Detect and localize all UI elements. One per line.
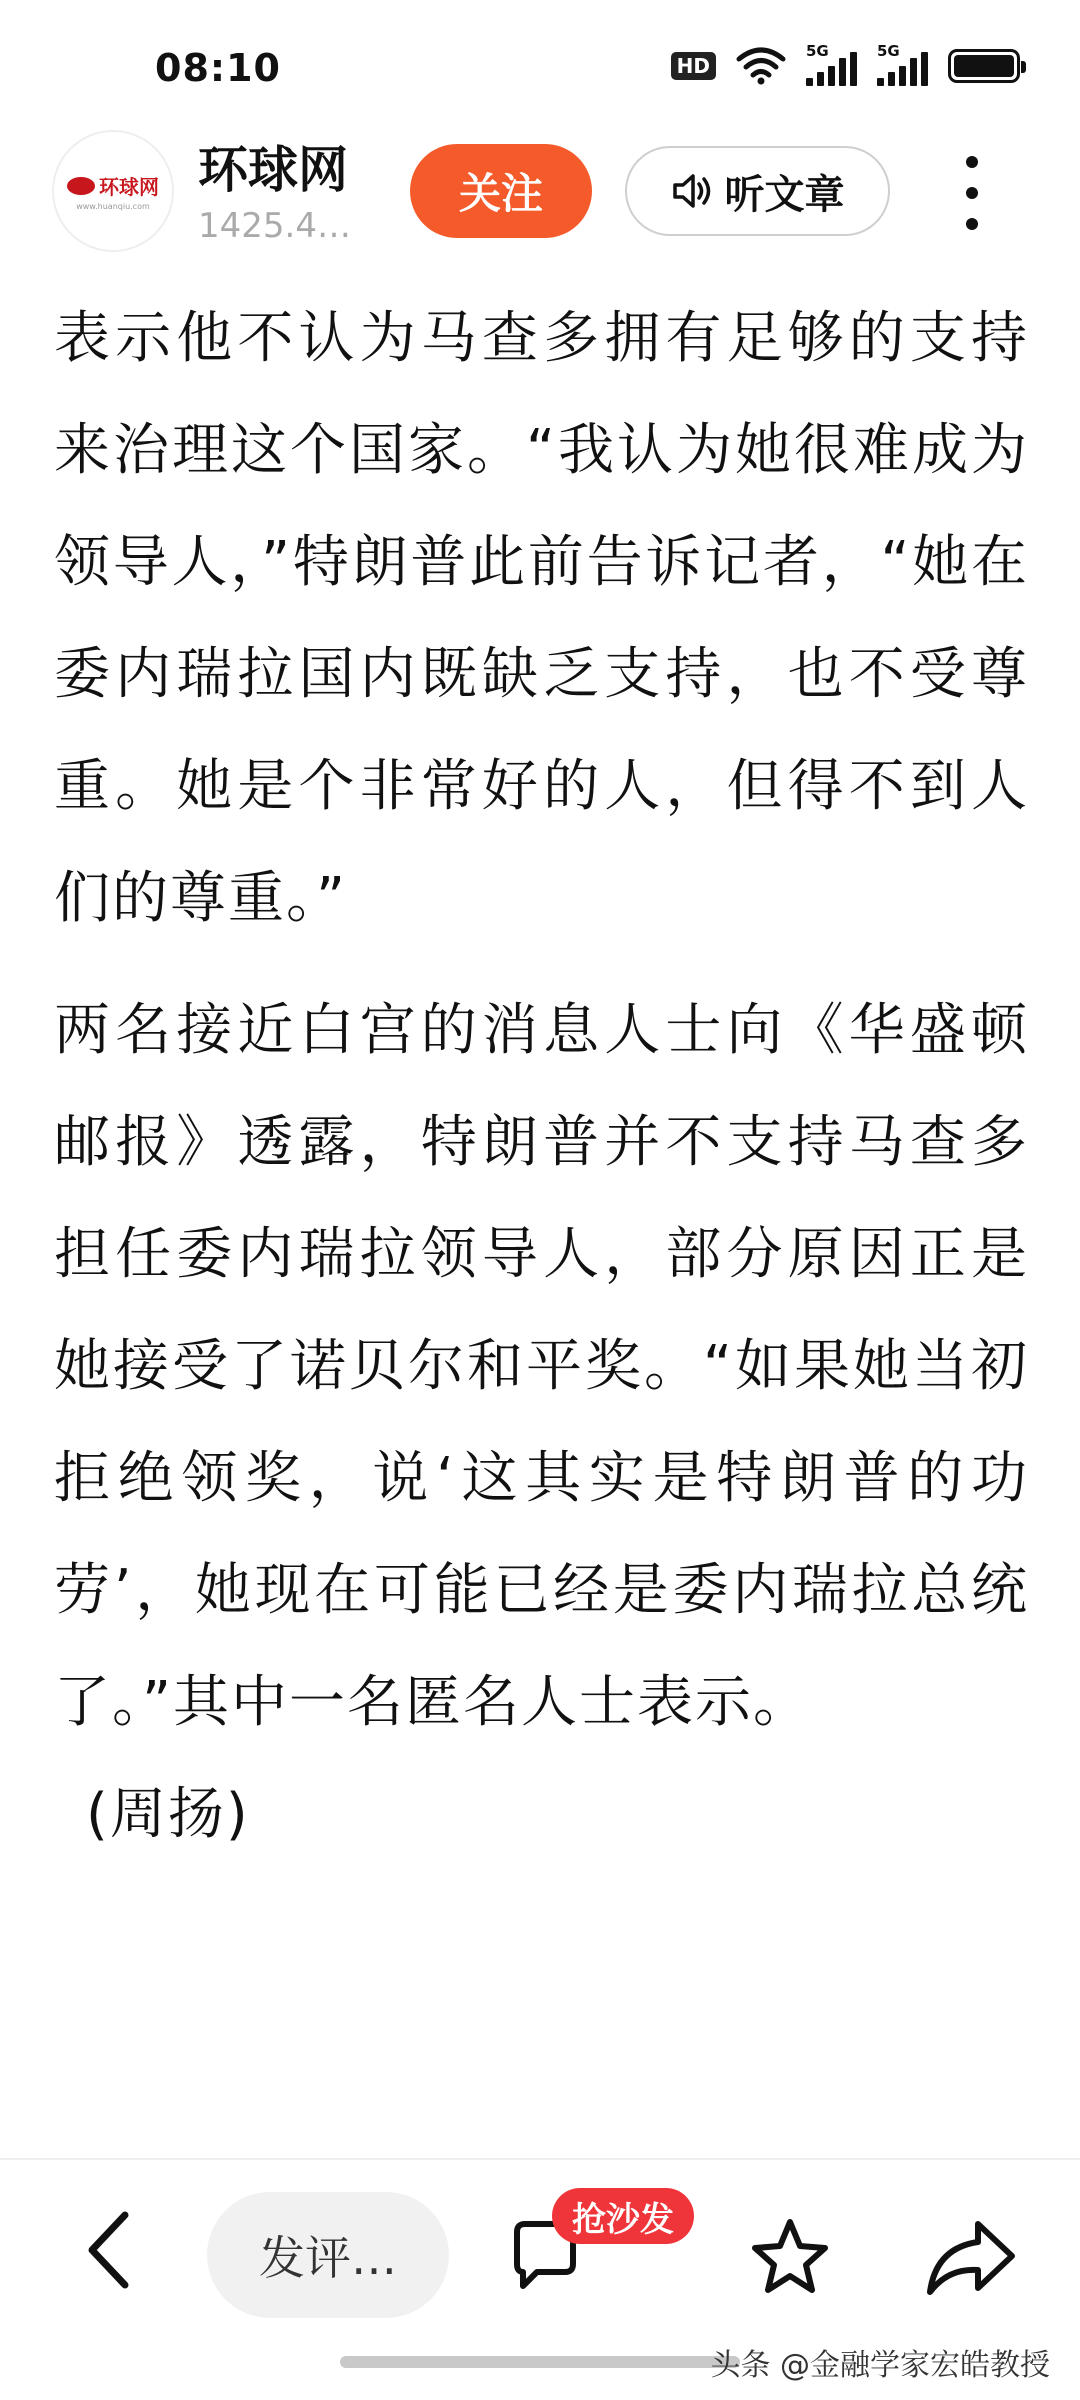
article-signature: (周扬) (86, 1782, 250, 1847)
listen-article-button[interactable] (625, 146, 890, 236)
article-paragraph: 表示他不认为马查多拥有足够的支持来治理这个国家。“我认为她很难成为领导人，”特朗普此前告诉记者，“她在委内瑞拉国内既缺乏支持，也不受尊重。她是个非常好的人，但得不到人们的尊重。” (54, 306, 1029, 931)
comment-input[interactable]: 发评… (207, 2192, 449, 2318)
status-icons (671, 42, 1020, 86)
signal-5g-icon: 5G (806, 46, 857, 86)
source-name[interactable]: 环球网 (198, 141, 348, 199)
speaker-icon (671, 171, 715, 211)
source-logo[interactable] (52, 130, 174, 252)
sofa-badge[interactable]: 抢沙发 (552, 2188, 694, 2244)
share-icon[interactable] (920, 2212, 1020, 2302)
back-arrow-icon[interactable] (70, 2200, 150, 2300)
home-indicator[interactable] (340, 2356, 740, 2368)
signal-5g-icon: 5G (877, 46, 928, 86)
follow-button[interactable]: 关注 (410, 144, 592, 238)
logo-text: 环球网 (99, 175, 159, 199)
star-icon[interactable] (745, 2212, 835, 2302)
article-body (54, 283, 1029, 1871)
logo-url: www.huanqiu.com (76, 202, 150, 211)
battery-icon (948, 49, 1020, 83)
wifi-icon (736, 47, 786, 85)
watermark: 头条 @金融学家宏皓教授 (710, 2348, 1050, 2383)
article-header (0, 130, 1080, 268)
follower-count: 1425.4… (198, 206, 351, 246)
more-options-icon[interactable] (950, 148, 994, 238)
hd-voice-icon: HD (671, 52, 716, 80)
article-paragraph: 两名接近白宫的消息人士向《华盛顿邮报》透露，特朗普并不支持马查多担任委内瑞拉领导人，部分原因正是她接受了诺贝尔和平奖。“如果她当初拒绝领奖，说‘这其实是特朗普的功劳’，她现在可能已经是委内瑞拉总统了。”其中一名匿名人士表示。 (54, 998, 1029, 1735)
listen-label: 听文章 (724, 172, 845, 217)
status-bar (0, 0, 1080, 130)
status-time: 08:10 (155, 46, 281, 90)
globe-icon (67, 177, 95, 195)
